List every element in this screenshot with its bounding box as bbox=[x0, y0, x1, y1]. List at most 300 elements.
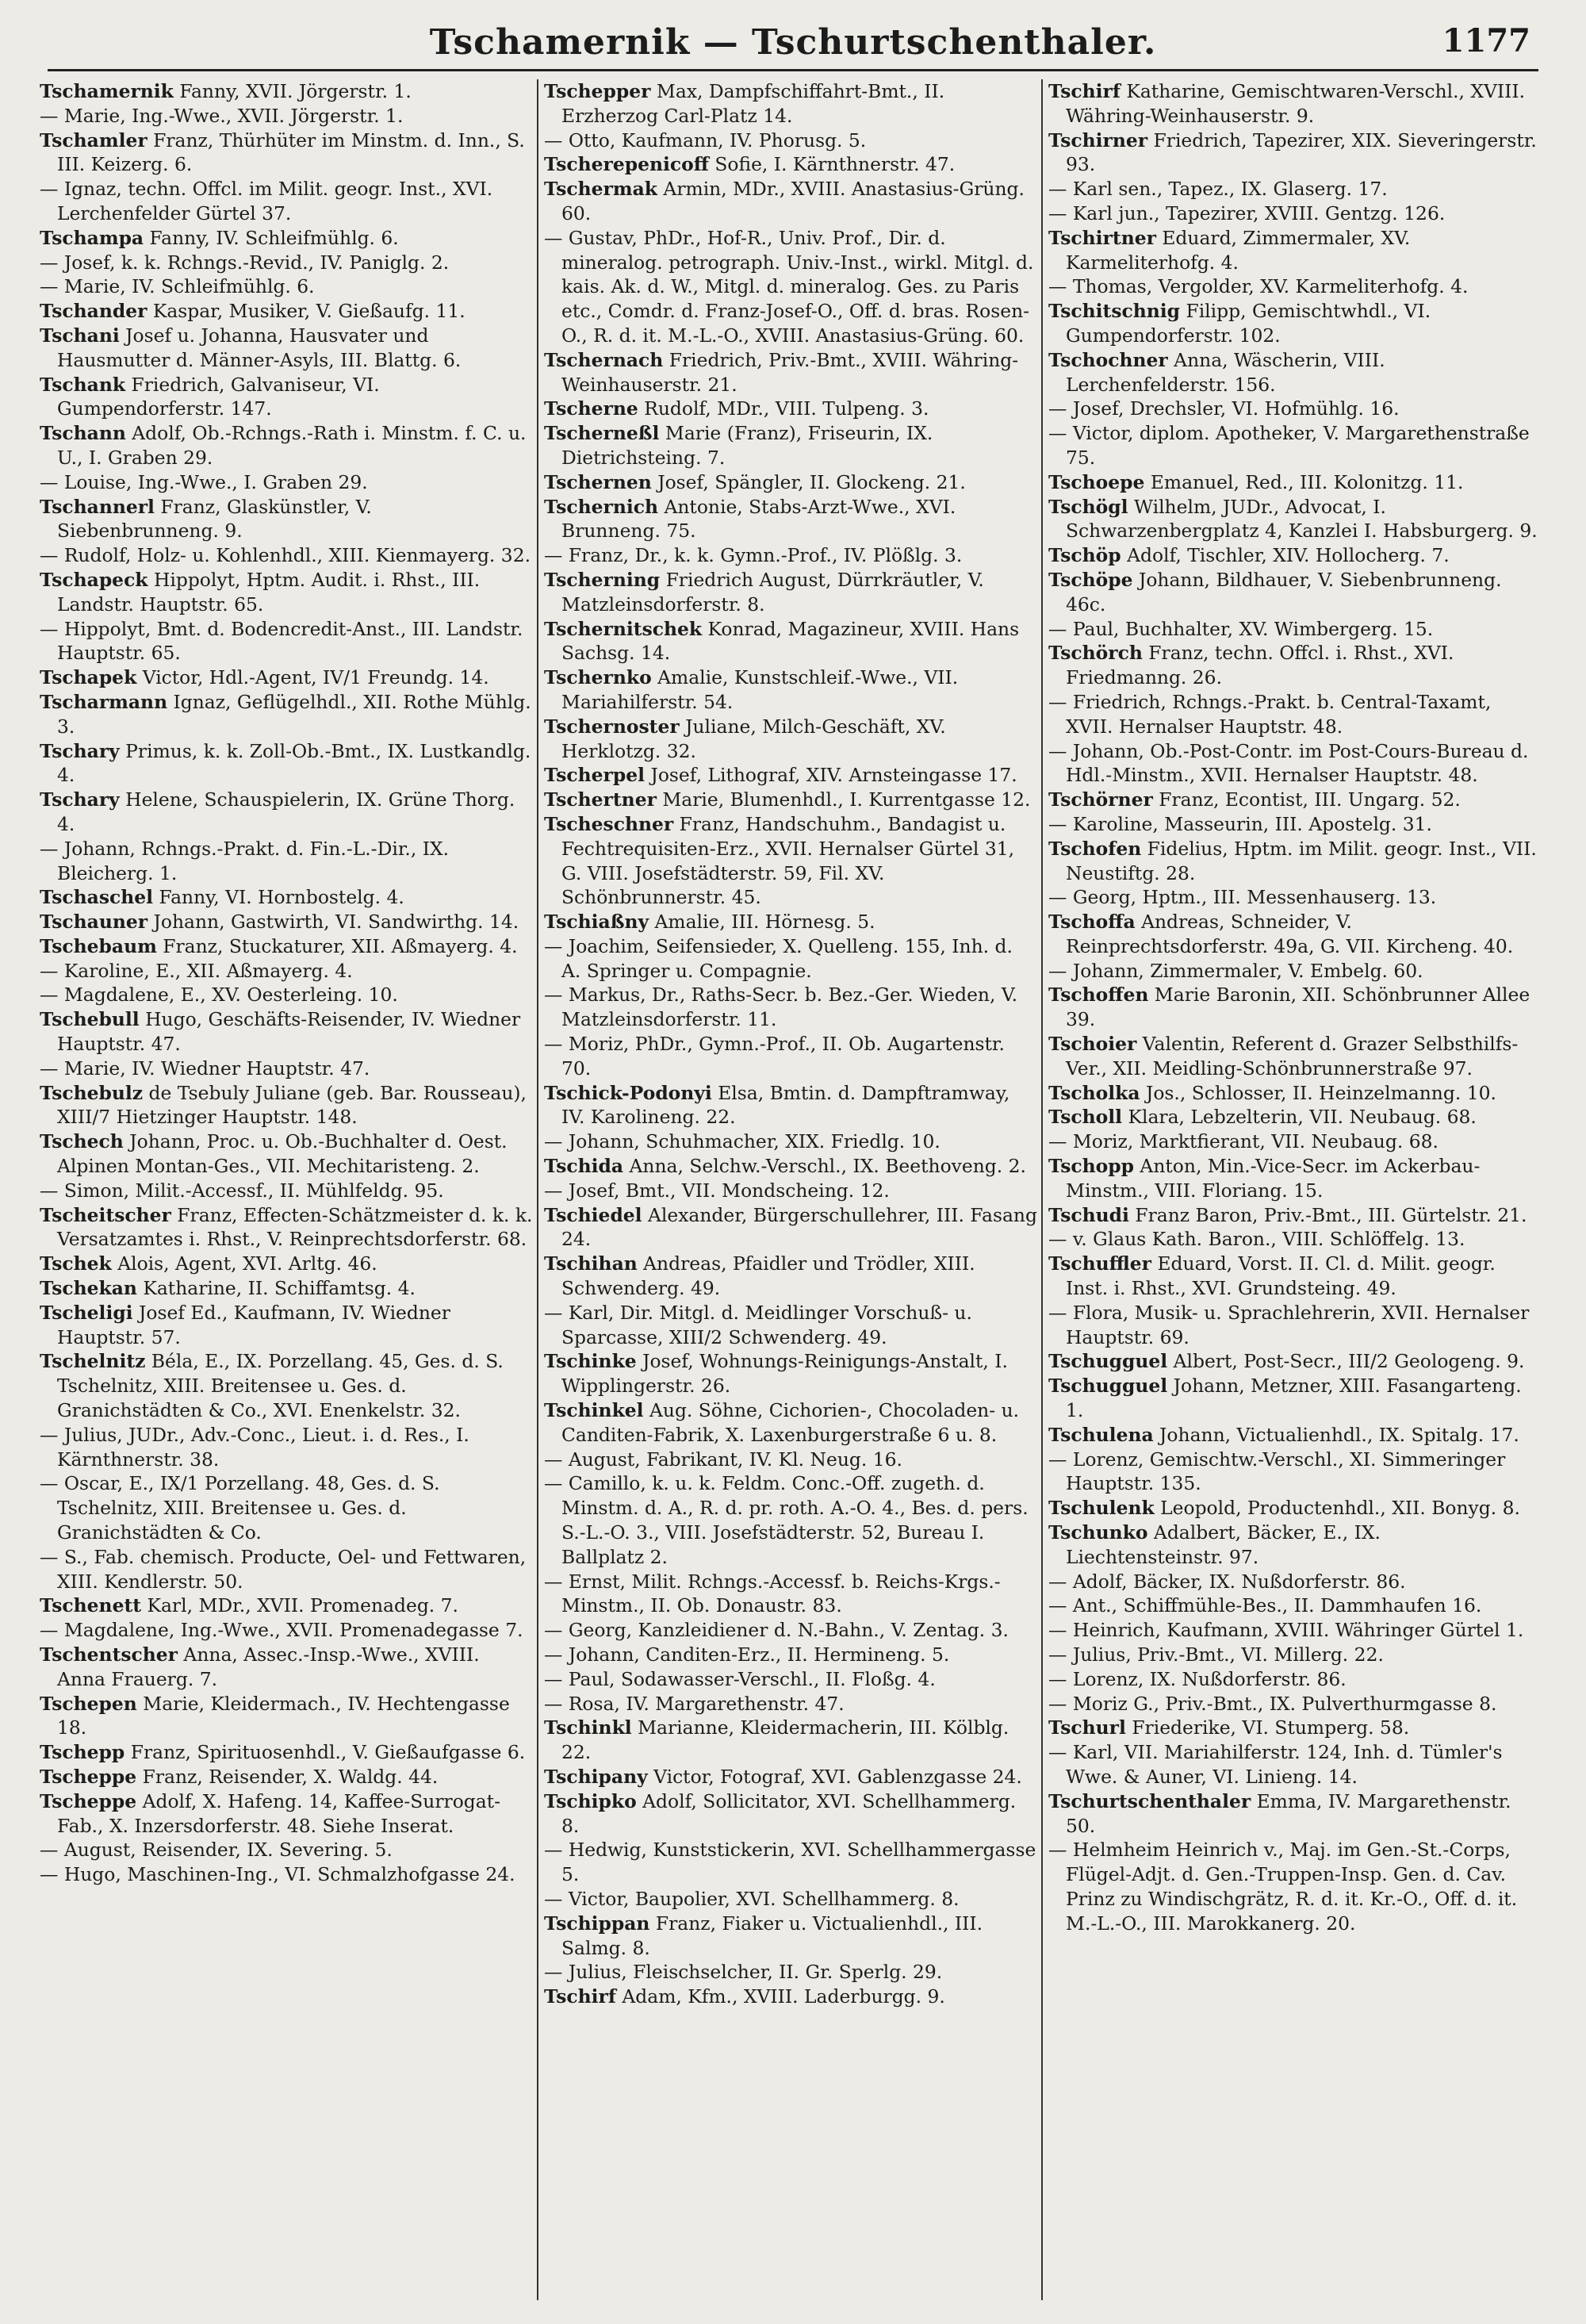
directory-entry bbox=[40, 1692, 533, 1741]
entry-details: Fidelius, Hptm. im Milit. geogr. Inst., VII. Neustiftg. 28. bbox=[1066, 837, 1537, 884]
directory-entry bbox=[544, 934, 1037, 984]
directory-entry bbox=[40, 79, 533, 104]
entry-surname: Tschernen bbox=[544, 470, 652, 493]
entry-details: Franz, Econtist, III. Ungarg. 52. bbox=[1152, 788, 1461, 811]
directory-entry bbox=[40, 299, 533, 324]
directory-entry bbox=[40, 959, 533, 984]
entry-details: de Tsebuly Juliane (geb. Bar. Rousseau), XIII/7 Hietzinger Hauptstr. 148. bbox=[57, 1081, 527, 1129]
entry-surname: Tschekan bbox=[40, 1277, 137, 1300]
directory-entry bbox=[40, 543, 533, 568]
entry-surname: Tschoepe bbox=[1048, 470, 1145, 493]
entry-details: Friedrich, Tapezirer, XIX. Sieveringerstr. 93. bbox=[1066, 128, 1537, 176]
entry-surname: Tschunko bbox=[1048, 1521, 1148, 1544]
directory-entry bbox=[40, 1203, 533, 1252]
entry-surname: Tschugguel bbox=[1048, 1375, 1168, 1398]
entry-details: Marie (Franz), Friseurin, IX. Dietrichsteing. 7. bbox=[561, 422, 933, 469]
entry-surname: Tschoffen bbox=[1048, 984, 1149, 1007]
directory-entry bbox=[1048, 1423, 1542, 1448]
directory-entry bbox=[1048, 274, 1542, 299]
directory-entry bbox=[1048, 1570, 1542, 1594]
entry-details: — Karoline, Masseurin, III. Apostelg. 31. bbox=[1048, 812, 1432, 835]
entry-details: — Flora, Musik- u. Sprachlehrerin, XVII. Hernalser Hauptstr. 69. bbox=[1048, 1301, 1530, 1348]
entry-surname: Tschoier bbox=[1048, 1033, 1137, 1056]
directory-entry bbox=[1048, 201, 1542, 226]
entry-surname: Tschamernik bbox=[40, 80, 174, 102]
directory-entry bbox=[1048, 1105, 1542, 1129]
entry-surname: Tscheligi bbox=[40, 1301, 133, 1324]
entry-details: Aug. Söhne, Cichorien-, Chocoladen- u. Canditen-Fabrik, X. Laxenburgerstraße 6 u. 8. bbox=[561, 1399, 1020, 1446]
directory-entry bbox=[40, 1129, 533, 1179]
directory-entry bbox=[40, 324, 533, 373]
entry-details: — Rosa, IV. Margarethenstr. 47. bbox=[544, 1692, 845, 1715]
entry-surname: Tschögl bbox=[1048, 495, 1128, 518]
entry-surname: Tscherepenicoff bbox=[544, 153, 709, 176]
entry-details: Ignaz, Geflügelhdl., XII. Rothe Mühlg. 3. bbox=[57, 690, 531, 738]
entry-details: Emanuel, Red., III. Kolonitzg. 11. bbox=[1144, 470, 1464, 493]
entry-details: — Paul, Sodawasser-Verschl., II. Floßg. 4. bbox=[544, 1667, 936, 1690]
entry-details: Karl, MDr., XVII. Promenadeg. 7. bbox=[141, 1594, 458, 1617]
entry-surname: Tschapeck bbox=[40, 568, 148, 591]
directory-entry bbox=[544, 1618, 1037, 1643]
entry-details: — Marie, IV. Wiedner Hauptstr. 47. bbox=[40, 1057, 370, 1080]
column-divider bbox=[537, 79, 538, 2300]
entry-surname: Tschannerl bbox=[40, 495, 155, 518]
entry-details: — Marie, IV. Schleifmühlg. 6. bbox=[40, 275, 315, 298]
entry-details: Helene, Schauspielerin, IX. Grüne Thorg. 4. bbox=[57, 788, 515, 835]
entry-details: Filipp, Gemischtwhdl., VI. Gumpendorferstr. 102. bbox=[1066, 300, 1431, 347]
entry-surname: Tschudi bbox=[1048, 1203, 1129, 1226]
entry-surname: Tschulenk bbox=[1048, 1497, 1155, 1520]
entry-surname: Tschepen bbox=[40, 1692, 137, 1715]
entry-details: — Franz, Dr., k. k. Gymn.-Prof., IV. Plößlg. 3. bbox=[544, 544, 963, 567]
directory-entry bbox=[1048, 1618, 1542, 1643]
directory-entry bbox=[1048, 1203, 1542, 1228]
entry-surname: Tschoffa bbox=[1048, 911, 1136, 934]
directory-entry bbox=[40, 885, 533, 910]
entry-surname: Tschernich bbox=[544, 495, 659, 518]
entry-details: Anna, Wäscherin, VIII. Lerchenfelderstr. 156. bbox=[1066, 348, 1385, 396]
directory-entry bbox=[544, 397, 1037, 421]
entry-details: Katharine, II. Schiffamtsg. 4. bbox=[136, 1277, 416, 1300]
entry-surname: Tschepper bbox=[544, 80, 651, 102]
directory-entry bbox=[40, 568, 533, 617]
directory-entry bbox=[544, 1667, 1037, 1692]
entry-details: — Karoline, E., XII. Aßmayerg. 4. bbox=[40, 959, 353, 982]
entry-details: Andreas, Pfaidler und Trödler, XIII. Schwenderg. 49. bbox=[561, 1252, 975, 1300]
entry-surname: Tschofen bbox=[1048, 837, 1142, 860]
directory-entry bbox=[544, 1471, 1037, 1569]
directory-entry bbox=[40, 373, 533, 422]
entry-details: Emma, IV. Margarethenstr. 50. bbox=[1066, 1789, 1511, 1837]
directory-entry bbox=[1048, 1789, 1542, 1839]
columns-area bbox=[40, 79, 1546, 2300]
entry-details: — Victor, diplom. Apotheker, V. Margarethenstraße 75. bbox=[1048, 422, 1530, 469]
directory-entry bbox=[40, 251, 533, 275]
directory-entry bbox=[40, 1740, 533, 1765]
directory-entry bbox=[40, 177, 533, 226]
entry-surname: Tschernach bbox=[544, 348, 664, 371]
directory-entry bbox=[1048, 617, 1542, 642]
directory-entry bbox=[1048, 1301, 1542, 1350]
entry-details: Adalbert, Bäcker, E., IX. Liechtensteinstr. 97. bbox=[1066, 1521, 1381, 1568]
directory-entry bbox=[1048, 1349, 1542, 1374]
entry-details: — Karl jun., Tapezirer, XVIII. Gentzg. 126. bbox=[1048, 201, 1446, 224]
entry-details: Antonie, Stabs-Arzt-Wwe., XVI. Brunneng. 75. bbox=[561, 495, 956, 543]
directory-entry bbox=[544, 1887, 1037, 1912]
entry-details: — Johann, Schuhmacher, XIX. Friedlg. 10. bbox=[544, 1130, 940, 1153]
directory-entry bbox=[1048, 788, 1542, 812]
directory-entry bbox=[544, 177, 1037, 226]
entry-details: Fanny, XVII. Jörgerstr. 1. bbox=[173, 80, 412, 102]
entry-details: — Josef, k. k. Rchngs.-Revid., IV. Paniglg. 2. bbox=[40, 251, 450, 274]
entry-details: Adolf, Sollicitator, XVI. Schellhammerg. 8. bbox=[561, 1789, 1017, 1837]
directory-entry bbox=[544, 715, 1037, 764]
entry-surname: Tscheppe bbox=[40, 1789, 137, 1812]
directory-entry bbox=[40, 1276, 533, 1301]
directory-entry bbox=[1048, 1692, 1542, 1716]
entry-surname: Tschiedel bbox=[544, 1203, 642, 1226]
directory-entry bbox=[544, 1716, 1037, 1765]
entry-surname: Tschöpe bbox=[1048, 568, 1133, 591]
directory-entry bbox=[544, 1252, 1037, 1301]
entry-surname: Tschinke bbox=[544, 1350, 637, 1373]
directory-entry bbox=[40, 1007, 533, 1057]
entry-surname: Tschurtschenthaler bbox=[1048, 1789, 1251, 1812]
entry-details: — S., Fab. chemisch. Producte, Oel- und Fettwaren, XIII. Kendlerstr. 50. bbox=[40, 1545, 527, 1593]
directory-entry bbox=[544, 788, 1037, 812]
entry-surname: Tschirf bbox=[1048, 80, 1121, 102]
entry-details: Franz, Thürhüter im Minstm. d. Inn., S. III. Keizerg. 6. bbox=[57, 128, 525, 176]
entry-details: Adolf, Tischler, XIV. Hollocherg. 7. bbox=[1121, 544, 1450, 567]
directory-entry bbox=[1048, 959, 1542, 984]
entry-details: Friedrich, Priv.-Bmt., XVIII. Währing-Weinhauserstr. 21. bbox=[561, 348, 1019, 396]
entry-details: — Thomas, Vergolder, XV. Karmeliterhofg. 4. bbox=[1048, 275, 1469, 298]
entry-details: — Georg, Hptm., III. Messenhauserg. 13. bbox=[1048, 886, 1437, 909]
entry-details: Josef, Wohnungs-Reinigungs-Anstalt, I. Wipplingerstr. 26. bbox=[561, 1350, 1008, 1398]
entry-details: — Josef, Drechsler, VI. Hofmühlg. 16. bbox=[1048, 397, 1400, 420]
directory-entry bbox=[1048, 1154, 1542, 1203]
entry-details: — Karl, VII. Mariahilferstr. 124, Inh. d. Tümler's Wwe. & Auner, VI. Linieng. 14. bbox=[1048, 1741, 1503, 1788]
entry-details: Jos., Schlosser, II. Heinzelmanng. 10. bbox=[1140, 1081, 1496, 1104]
entry-details: Max, Dampfschiffahrt-Bmt., II. Erzherzog Carl-Platz 14. bbox=[561, 80, 945, 127]
directory-entry bbox=[544, 1203, 1037, 1252]
entry-details: — Ignaz, techn. Offcl. im Milit. geogr. Inst., XVI. Lerchenfelder Gürtel 37. bbox=[40, 178, 493, 224]
entry-details: — Georg, Kanzleidiener d. N.-Bahn., V. Zentag. 3. bbox=[544, 1619, 1009, 1642]
entry-details: — Joachim, Seifensieder, X. Quelleng. 155, Inh. d. A. Springer u. Compagnie. bbox=[544, 934, 1013, 982]
entry-details: Johann, Bildhauer, V. Siebenbrunneng. 46c. bbox=[1066, 568, 1502, 616]
directory-entry bbox=[40, 495, 533, 544]
entry-surname: Tschernitschek bbox=[544, 617, 703, 640]
directory-entry bbox=[544, 1570, 1037, 1619]
entry-details: Johann, Metzner, XIII. Fasangarteng. 1. bbox=[1066, 1375, 1522, 1422]
entry-details: Hugo, Geschäfts-Reisender, IV. Wiedner Hauptstr. 47. bbox=[57, 1008, 521, 1056]
entry-details: Klara, Lebzelterin, VII. Neubaug. 68. bbox=[1122, 1106, 1477, 1129]
directory-entry bbox=[40, 421, 533, 470]
entry-details: — Paul, Buchhalter, XV. Wimbergerg. 15. bbox=[1048, 617, 1434, 640]
directory-entry bbox=[1048, 739, 1542, 788]
entry-details: Adolf, X. Hafeng. 14, Kaffee-Surrogat-Fab., X. Inzersdorferstr. 48. Siehe Inserat. bbox=[57, 1789, 501, 1837]
entry-details: — Moriz, PhDr., Gymn.-Prof., II. Ob. Augartenstr. 70. bbox=[544, 1033, 1005, 1080]
entry-surname: Tschech bbox=[40, 1130, 124, 1153]
directory-entry bbox=[544, 983, 1037, 1032]
entry-details: Marie, Kleidermach., IV. Hechtengasse 18. bbox=[57, 1692, 510, 1739]
directory-entry bbox=[40, 1862, 533, 1887]
entry-details: Albert, Post-Secr., III/2 Geologeng. 9. bbox=[1167, 1350, 1525, 1373]
directory-entry bbox=[40, 837, 533, 886]
entry-details: — Rudolf, Holz- u. Kohlenhdl., XIII. Kienmayerg. 32. bbox=[40, 544, 531, 567]
directory-entry bbox=[1048, 1448, 1542, 1497]
directory-entry bbox=[40, 983, 533, 1007]
entry-details: — Camillo, k. u. k. Feldm. Conc.-Off. zugeth. d. Minstm. d. A., R. d. pr. roth. A.-O. 4., Bes. d. pers. S.-L.-O. 3., VIII. Josefstädterstr. 52, Bureau I. Ballplatz 2. bbox=[544, 1472, 1029, 1568]
entry-details: — Helmheim Heinrich v., Maj. im Gen.-St.-Corps, Flügel-Adjt. d. Gen.-Truppen-Insp. Gen. d. Cav. Prinz zu Windischgrätz, R. d. it. Kr.-O., Off. d. it. M.-L.-O., III. Marokkanerg. 20. bbox=[1048, 1839, 1518, 1935]
directory-entry bbox=[40, 1179, 533, 1203]
entry-details: Franz, techn. Offcl. i. Rhst., XVI. Friedmanng. 26. bbox=[1066, 642, 1454, 689]
entry-details: Josef Ed., Kaufmann, IV. Wiedner Hauptstr. 57. bbox=[57, 1301, 450, 1348]
directory-entry bbox=[544, 1765, 1037, 1789]
entry-details: — Karl sen., Tapez., IX. Glaserg. 17. bbox=[1048, 178, 1388, 201]
entry-surname: Tschebulz bbox=[40, 1081, 144, 1104]
directory-entry bbox=[40, 934, 533, 959]
entry-details: — Simon, Milit.-Accessf., II. Mühlfeldg. 95. bbox=[40, 1179, 444, 1202]
entry-surname: Tschipko bbox=[544, 1789, 637, 1812]
directory-entry bbox=[1048, 1496, 1542, 1521]
entry-details: — Markus, Dr., Raths-Secr. b. Bez.-Ger. Wieden, V. Matzleinsdorferstr. 11. bbox=[544, 984, 1018, 1031]
entry-details: Rudolf, MDr., VIII. Tulpeng. 3. bbox=[638, 397, 929, 420]
entry-details: Friedrich, Galvaniseur, VI. Gumpendorferstr. 147. bbox=[57, 373, 380, 420]
directory-entry bbox=[544, 470, 1037, 495]
entry-details: — Victor, Baupolier, XVI. Schellhammerg. 8. bbox=[544, 1887, 960, 1910]
entry-details: Eduard, Zimmermaler, XV. Karmeliterhofg. 4. bbox=[1066, 226, 1411, 274]
directory-entry bbox=[544, 1960, 1037, 1985]
directory-entry bbox=[544, 79, 1037, 128]
directory-entry bbox=[544, 617, 1037, 666]
entry-details: Marianne, Kleidermacherin, III. Kölblg. 22. bbox=[561, 1716, 1009, 1764]
entry-surname: Tschank bbox=[40, 373, 126, 396]
directory-entry bbox=[544, 348, 1037, 397]
entry-surname: Tschander bbox=[40, 300, 147, 323]
entry-surname: Tschuffler bbox=[1048, 1252, 1152, 1275]
directory-entry bbox=[1048, 812, 1542, 837]
directory-entry bbox=[1048, 983, 1542, 1032]
entry-details: — Magdalene, E., XV. Oesterleing. 10. bbox=[40, 984, 398, 1007]
directory-entry bbox=[544, 910, 1037, 934]
entry-surname: Tscherpel bbox=[544, 764, 646, 787]
entry-surname: Tschirf bbox=[544, 1985, 616, 2008]
entry-details: Johann, Proc. u. Ob.-Buchhalter d. Oest. Alpinen Montan-Ges., VII. Mechitaristeng. 2. bbox=[57, 1130, 508, 1178]
entry-surname: Tschirtner bbox=[1048, 226, 1156, 249]
entry-details: Leopold, Productenhdl., XII. Bonyg. 8. bbox=[1154, 1497, 1520, 1520]
directory-entry bbox=[544, 495, 1037, 544]
entry-surname: Tschermak bbox=[544, 178, 657, 201]
directory-entry bbox=[40, 1081, 533, 1130]
directory-entry bbox=[544, 1129, 1037, 1154]
entry-details: — Gustav, PhDr., Hof-R., Univ. Prof., Dir. d. mineralog. petrograph. Univ.-Inst., wirkl. Mitgl. d. kais. Ak. d. W., Mitgl. d. mineralog. Ges. zu Paris etc., Comdr. d. Franz-Josef-O., Off. d. bras. Rosen-O., R. d. it. M.-L.-O., XVIII. Anastasius-Grüng. 60. bbox=[544, 226, 1034, 347]
directory-entry bbox=[544, 1789, 1037, 1839]
directory-entry bbox=[1048, 1521, 1542, 1570]
entry-details: — Julius, Fleischselcher, II. Gr. Sperlg. 29. bbox=[544, 1961, 943, 1984]
directory-entry bbox=[1048, 1129, 1542, 1154]
entry-details: Konrad, Magazineur, XVIII. Hans Sachsg. 14. bbox=[561, 617, 1020, 665]
directory-entry bbox=[40, 617, 533, 666]
directory-entry bbox=[40, 1593, 533, 1618]
entry-details: Johann, Gastwirth, VI. Sandwirthg. 14. bbox=[147, 911, 519, 934]
entry-details: Hippolyt, Hptm. Audit. i. Rhst., III. Landstr. Hauptstr. 65. bbox=[57, 568, 481, 616]
entry-details: — Hugo, Maschinen-Ing., VI. Schmalzhofgasse 24. bbox=[40, 1863, 515, 1886]
entry-details: Victor, Hdl.-Agent, IV/1 Freundg. 14. bbox=[136, 666, 489, 689]
directory-entry bbox=[1048, 421, 1542, 470]
entry-details: — Josef, Bmt., VII. Mondscheing. 12. bbox=[544, 1179, 890, 1202]
directory-entry bbox=[1048, 1374, 1542, 1423]
entry-surname: Tschörner bbox=[1048, 788, 1153, 811]
entry-details: Amalie, III. Hörnesg. 5. bbox=[649, 911, 875, 934]
directory-entry bbox=[1048, 177, 1542, 201]
entry-details: — Ant., Schiffmühle-Bes., II. Dammhaufen 16. bbox=[1048, 1594, 1482, 1617]
directory-entry bbox=[40, 274, 533, 299]
entry-details: Anna, Selchw.-Verschl., IX. Beethoveng. 2. bbox=[623, 1155, 1026, 1178]
entry-details: — Johann, Rchngs.-Prakt. d. Fin.-L.-Dir., IX. Bleicherg. 1. bbox=[40, 837, 450, 884]
entry-details: Josef, Spängler, II. Glockeng. 21. bbox=[651, 470, 966, 493]
entry-details: Armin, MDr., XVIII. Anastasius-Grüng. 60. bbox=[561, 178, 1025, 224]
entry-surname: Tschörch bbox=[1048, 642, 1143, 665]
entry-details: — Moriz G., Priv.-Bmt., IX. Pulverthurmgasse 8. bbox=[1048, 1692, 1497, 1715]
entry-details: Wilhelm, JUDr., Advocat, I. Schwarzenbergplatz 4, Kanzlei I. Habsburgerg. 9. bbox=[1066, 495, 1538, 543]
entry-surname: Tschippan bbox=[544, 1912, 650, 1935]
entry-surname: Tschebaum bbox=[40, 934, 157, 957]
directory-entry bbox=[1048, 568, 1542, 617]
page-title: Tschamernik — Tschurtschenthaler. bbox=[429, 22, 1157, 63]
directory-entry bbox=[544, 1398, 1037, 1448]
directory-entry bbox=[40, 1301, 533, 1350]
directory-entry bbox=[1048, 470, 1542, 495]
directory-entry bbox=[544, 1985, 1037, 2009]
directory-entry bbox=[544, 763, 1037, 788]
entry-surname: Tscharmann bbox=[40, 690, 168, 713]
directory-entry bbox=[40, 1057, 533, 1081]
entry-surname: Tschamler bbox=[40, 128, 147, 151]
directory-entry bbox=[40, 1643, 533, 1692]
directory-entry bbox=[40, 470, 533, 495]
entry-details: — Lorenz, IX. Nußdorferstr. 86. bbox=[1048, 1667, 1347, 1690]
entry-details: Primus, k. k. Zoll-Ob.-Bmt., IX. Lustkandlg. 4. bbox=[57, 739, 531, 787]
directory-entry bbox=[544, 1448, 1037, 1472]
directory-entry bbox=[1048, 226, 1542, 275]
directory-entry bbox=[544, 1692, 1037, 1716]
entry-surname: Tschida bbox=[544, 1155, 624, 1178]
entry-details: Kaspar, Musiker, V. Gießaufg. 11. bbox=[147, 300, 465, 323]
directory-entry bbox=[1048, 837, 1542, 886]
directory-entry bbox=[40, 739, 533, 788]
entry-surname: Tschann bbox=[40, 422, 126, 445]
entry-details: Friedrich August, Dürrkräutler, V. Matzleinsdorferstr. 8. bbox=[561, 568, 984, 616]
entry-details: — v. Glaus Kath. Baron., VIII. Schlöffelg. 13. bbox=[1048, 1228, 1465, 1251]
entry-details: Alois, Agent, XVI. Arltg. 46. bbox=[111, 1252, 377, 1275]
directory-entry bbox=[40, 1252, 533, 1276]
entry-details: — August, Reisender, IX. Severing. 5. bbox=[40, 1839, 393, 1862]
entry-details: Franz, Reisender, X. Waldg. 44. bbox=[136, 1765, 439, 1788]
entry-surname: Tscheitscher bbox=[40, 1203, 171, 1226]
page-header bbox=[48, 16, 1538, 71]
entry-details: Victor, Fotograf, XVI. Gablenzgasse 24. bbox=[647, 1765, 1022, 1788]
entry-surname: Tschepp bbox=[40, 1741, 125, 1764]
directory-entry bbox=[544, 568, 1037, 617]
entry-details: — Oscar, E., IX/1 Porzellang. 48, Ges. d. S. Tschelnitz, XIII. Breitensee u. Ges. d. Granichstädten & Co. bbox=[40, 1472, 440, 1544]
directory-entry bbox=[544, 128, 1037, 153]
directory-entry bbox=[544, 1179, 1037, 1203]
directory-entry bbox=[544, 665, 1037, 715]
entry-surname: Tschirner bbox=[1048, 128, 1148, 151]
entry-surname: Tschochner bbox=[1048, 348, 1168, 371]
entry-surname: Tschani bbox=[40, 324, 120, 347]
directory-entry bbox=[40, 665, 533, 690]
entry-details: — Moriz, Marktfierant, VII. Neubaug. 68. bbox=[1048, 1130, 1439, 1153]
entry-surname: Tscheppe bbox=[40, 1765, 137, 1788]
entry-details: Adolf, Ob.-Rchngs.-Rath i. Minstm. f. C. u. U., I. Graben 29. bbox=[57, 422, 527, 469]
directory-entry bbox=[1048, 299, 1542, 348]
entry-details: Marie Baronin, XII. Schönbrunner Allee 39. bbox=[1066, 984, 1530, 1031]
entry-details: Franz, Handschuhm., Bandagist u. Fechtrequisiten-Erz., XVII. Hernalser Gürtel 31, G. VIII. Josefstädterstr. 59, Fil. XV. Schönbrunnerstr. 45. bbox=[561, 812, 1015, 909]
entry-details: Alexander, Bürgerschullehrer, III. Fasang 24. bbox=[561, 1203, 1037, 1251]
directory-entry bbox=[1048, 641, 1542, 690]
entry-surname: Tschentscher bbox=[40, 1643, 178, 1666]
entry-surname: Tschernko bbox=[544, 666, 652, 689]
entry-details: Josef, Lithograf, XIV. Arnsteingasse 17. bbox=[645, 764, 1017, 787]
directory-entry bbox=[544, 1912, 1037, 1961]
page-number: 1177 bbox=[1442, 22, 1530, 59]
column-3 bbox=[1048, 79, 1542, 2300]
entry-details: — Karl, Dir. Mitgl. d. Meidlinger Vorschuß- u. Sparcasse, XIII/2 Schwenderg. 49. bbox=[544, 1301, 972, 1348]
entry-surname: Tschick-Podonyi bbox=[544, 1081, 712, 1104]
entry-surname: Tschöp bbox=[1048, 544, 1121, 567]
entry-surname: Tschiaßny bbox=[544, 911, 649, 934]
directory-entry bbox=[1048, 1032, 1542, 1081]
entry-details: Fanny, VI. Hornbostelg. 4. bbox=[153, 886, 404, 909]
entry-details: Franz, Effecten-Schätzmeister d. k. k. Versatzamtes i. Rhst., V. Reinprechtsdorferstr. 68. bbox=[57, 1203, 533, 1251]
directory-entry bbox=[40, 128, 533, 178]
entry-surname: Tschary bbox=[40, 739, 120, 762]
entry-details: — Heinrich, Kaufmann, XVIII. Währinger Gürtel 1. bbox=[1048, 1619, 1524, 1642]
directory-entry bbox=[1048, 79, 1542, 128]
entry-details: Josef u. Johanna, Hausvater und Hausmutter d. Männer-Asyls, III. Blattg. 6. bbox=[57, 324, 462, 371]
entry-details: — Adolf, Bäcker, IX. Nußdorferstr. 86. bbox=[1048, 1570, 1406, 1593]
entry-surname: Tscholl bbox=[1048, 1106, 1123, 1129]
directory-entry bbox=[40, 104, 533, 128]
entry-surname: Tschurl bbox=[1048, 1716, 1126, 1739]
entry-surname: Tschampa bbox=[40, 226, 144, 249]
entry-surname: Tschugguel bbox=[1048, 1350, 1168, 1373]
entry-surname: Tschauner bbox=[40, 911, 148, 934]
entry-details: — Louise, Ing.-Wwe., I. Graben 29. bbox=[40, 470, 368, 493]
entry-details: — Lorenz, Gemischtw.-Verschl., XI. Simmeringer Hauptstr. 135. bbox=[1048, 1448, 1506, 1495]
entry-details: Sofie, I. Kärnthnerstr. 47. bbox=[708, 153, 956, 176]
entry-details: Friederike, VI. Stumperg. 58. bbox=[1125, 1716, 1410, 1739]
entry-details: Franz, Glaskünstler, V. Siebenbrunneng. 9. bbox=[57, 495, 372, 543]
directory-entry bbox=[40, 1789, 533, 1839]
directory-entry bbox=[1048, 1252, 1542, 1301]
entry-surname: Tschenett bbox=[40, 1594, 142, 1617]
entry-details: Elsa, Bmtin. d. Dampftramway, IV. Karolineng. 22. bbox=[561, 1081, 1010, 1129]
directory-entry bbox=[1048, 1716, 1542, 1740]
entry-surname: Tschopp bbox=[1048, 1155, 1134, 1178]
entry-details: — Hippolyt, Bmt. d. Bodencredit-Anst., III. Landstr. Hauptstr. 65. bbox=[40, 617, 523, 665]
entry-surname: Tschelnitz bbox=[40, 1350, 146, 1373]
entry-details: Johann, Victualienhdl., IX. Spitalg. 17. bbox=[1153, 1423, 1519, 1446]
entry-details: Anna, Assec.-Insp.-Wwe., XVIII. Anna Frauerg. 7. bbox=[57, 1643, 480, 1690]
entry-details: — Julius, Priv.-Bmt., VI. Millerg. 22. bbox=[1048, 1643, 1384, 1666]
directory-entry bbox=[1048, 397, 1542, 421]
entry-details: — Johann, Ob.-Post-Contr. im Post-Cours-Bureau d. Hdl.-Minstm., XVII. Hernalser Hauptstr. 48. bbox=[1048, 739, 1529, 787]
entry-details: Franz Baron, Priv.-Bmt., III. Gürtelstr. 21. bbox=[1128, 1203, 1527, 1226]
entry-details: Katharine, Gemischtwaren-Verschl., XVIII. Währing-Weinhauserstr. 9. bbox=[1066, 80, 1526, 127]
